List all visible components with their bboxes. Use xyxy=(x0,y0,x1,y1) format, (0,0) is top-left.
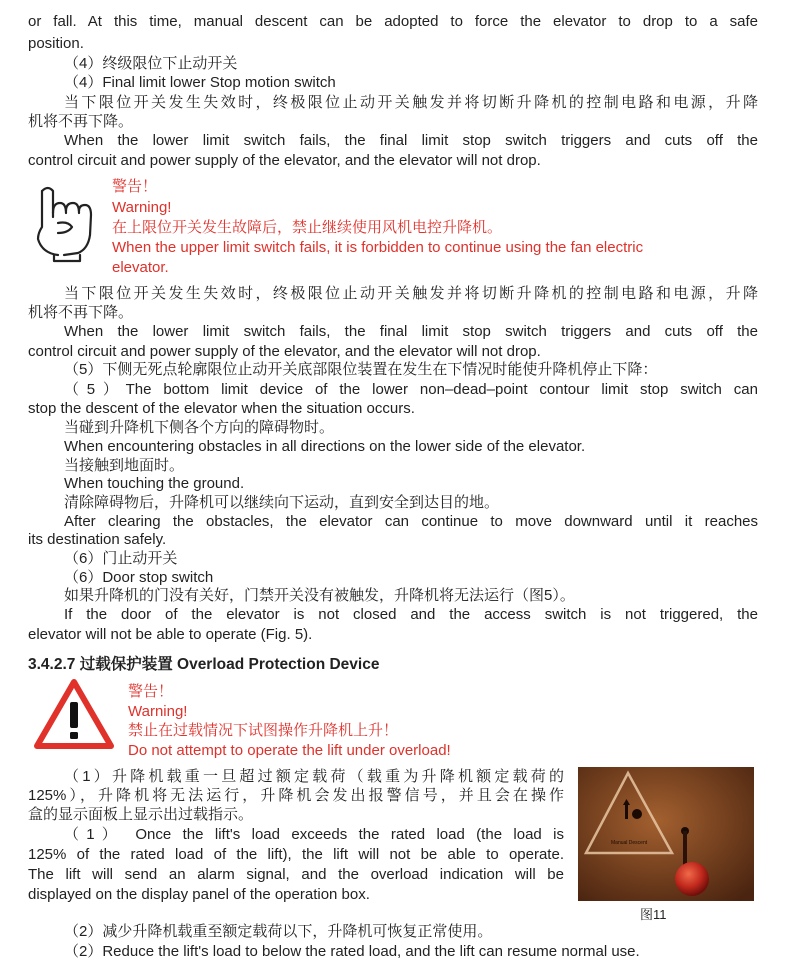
body-text-line: （1）升降机载重一旦超过额定载荷（载重为升降机额定载荷的 xyxy=(64,768,564,785)
body-text-line: If the door of the elevator is not closed and the access switch is not triggered, the xyxy=(64,606,758,623)
body-text-line: The lift will send an alarm signal, and the overload indication will be xyxy=(28,866,564,883)
figure-label: Manual Descent xyxy=(611,840,648,846)
body-text-line: 机将不再下降。 xyxy=(28,304,134,321)
item-title-zh: （6）门止动开关 xyxy=(64,550,178,567)
warning-text-zh: 禁止在过载情况下试图操作升降机上升！ xyxy=(128,722,399,739)
body-text-line: position. xyxy=(28,35,84,52)
warning-title-en: Warning! xyxy=(128,703,188,720)
body-text-line: 如果升降机的门没有关好，门禁开关没有被触发，升降机将无法运行（图5）。 xyxy=(64,587,575,604)
warning-title-en: Warning! xyxy=(112,199,172,216)
body-text-line: control circuit and power supply of the elevator, and the elevator will not drop. xyxy=(28,152,541,169)
warning-text-zh: 在上限位开关发生故障后，禁止继续使用风机电控升降机。 xyxy=(112,219,503,236)
item-title-zh: （5）下侧无死点轮廓限位止动开关底部限位装置在发生在下情况时能使升降机停止下降： xyxy=(64,361,658,378)
body-text-line: When the lower limit switch fails, the final limit stop switch triggers and cuts off the xyxy=(64,132,758,149)
body-text-line: （1） Once the lift's load exceeds the rated load (the load is xyxy=(64,826,564,843)
body-text-line: 机将不再下降。 xyxy=(28,113,134,130)
warning-triangle-icon xyxy=(34,678,114,750)
body-text-line: 当接触到地面时。 xyxy=(64,457,185,474)
item-title-en: （2）Reduce the lift's load to below the rated load, and the lift can resume normal use. xyxy=(64,943,640,960)
body-text-line: displayed on the display panel of the operation box. xyxy=(28,886,370,903)
body-text-line: After clearing the obstacles, the elevator can continue to move downward until it reaches xyxy=(64,513,758,530)
hand-stop-icon xyxy=(28,183,98,263)
item-title-en: （5）The bottom limit device of the lower non–dead–point contour limit stop switch can xyxy=(64,381,758,398)
figure-caption: 图11 xyxy=(640,907,667,922)
item-title-zh: （4）终级限位下止动开关 xyxy=(64,55,238,72)
body-text-line: 清除障碍物后，升降机可以继续向下运动，直到安全到达目的地。 xyxy=(64,494,500,511)
item-title-zh: （2）减少升降机载重至额定载荷以下，升降机可恢复正常使用。 xyxy=(64,923,493,940)
body-text-line: 当碰到升降机下侧各个方向的障碍物时。 xyxy=(64,419,335,436)
body-text-line: When touching the ground. xyxy=(64,475,245,492)
body-text-line: control circuit and power supply of the elevator, and the elevator will not drop. xyxy=(28,343,541,360)
body-text-line: 125% of the rated load of the lift), the lift will not be able to operate. xyxy=(28,846,564,863)
body-text-line: its destination safely. xyxy=(28,531,167,548)
body-text-line: When the lower limit switch fails, the final limit stop switch triggers and cuts off the xyxy=(64,323,758,340)
figure-11-photo xyxy=(578,767,754,901)
body-text-line: 125%），升降机将无法运行，升降机会发出报警信号，并且会在操作 xyxy=(28,787,564,804)
item-title-en: （4）Final limit lower Stop motion switch xyxy=(64,74,336,91)
item-title-en: （6）Door stop switch xyxy=(64,569,214,586)
body-text-line: stop the descent of the elevator when the situation occurs. xyxy=(28,400,415,417)
body-text-line: 盒的显示面板上显示出过载指示。 xyxy=(28,806,254,823)
body-text-line: 当下限位开关发生失效时，终极限位止动开关触发并将切断升降机的控制电路和电源，升降 xyxy=(64,285,758,302)
warning-text-en: elevator. xyxy=(112,259,169,276)
body-text-line: When encountering obstacles in all directions on the lower side of the elevator. xyxy=(64,438,586,455)
warning-text-en: When the upper limit switch fails, it is forbidden to continue using the fan electric xyxy=(112,239,644,256)
warning-title-zh: 警告！ xyxy=(128,683,174,700)
section-heading: 3.4.2.7 过载保护装置 Overload Protection Device xyxy=(28,656,380,673)
body-text-line: elevator will not be able to operate (Fig. 5). xyxy=(28,626,313,643)
warning-text-en: Do not attempt to operate the lift under overload! xyxy=(128,742,451,759)
body-text-line: or fall. At this time, manual descent can be adopted to force the elevator to drop to a safe xyxy=(28,13,758,30)
warning-title-zh: 警告！ xyxy=(112,178,158,195)
body-text-line: 当下限位开关发生失效时，终极限位止动开关触发并将切断升降机的控制电路和电源，升降 xyxy=(64,94,758,111)
